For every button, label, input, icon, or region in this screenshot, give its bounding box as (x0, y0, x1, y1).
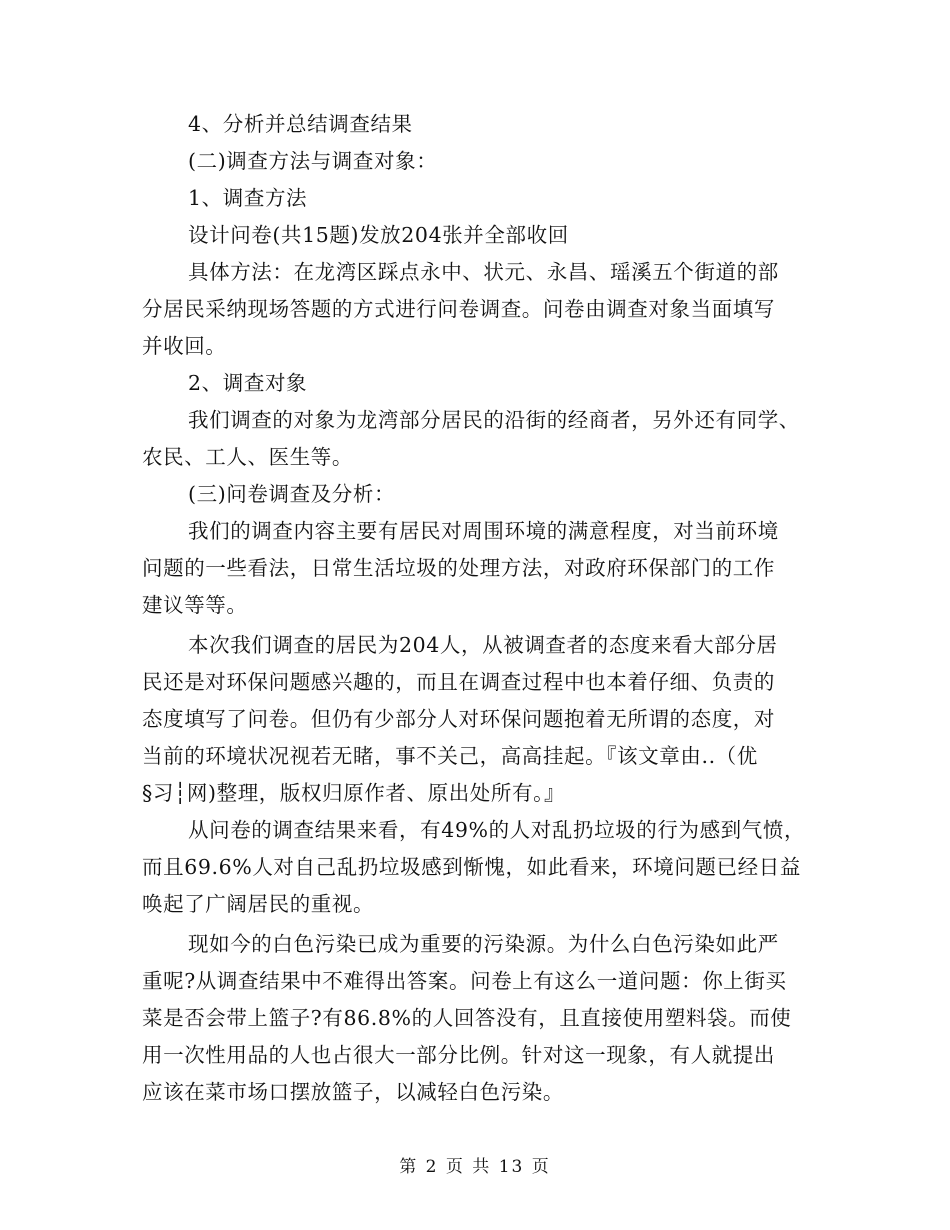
subsection-heading: 2、调查对象 (188, 371, 308, 395)
paragraph-line: 而且69.6%人对自己乱扔垃圾感到惭愧，如此看来，环境问题已经日益 (142, 855, 801, 879)
paragraph-line: 当前的环境状况视若无睹，事不关己，高高挂起。『该文章由..（优 (142, 744, 758, 768)
paragraph-line: 具体方法：在龙湾区踩点永中、状元、永昌、瑶溪五个街道的部 (188, 260, 779, 284)
section-heading: (三)问卷调查及分析： (188, 482, 396, 506)
paragraph-line: 农民、工人、医生等。 (142, 445, 353, 469)
paragraph-line: 我们的调查内容主要有居民对周围环境的满意程度，对当前环境 (188, 519, 779, 543)
page-number-footer: 第 2 页 共 13 页 (399, 1157, 551, 1177)
paragraph-line: 并收回。 (142, 334, 227, 358)
document-body (142, 106, 810, 1111)
paragraph-line: 菜是否会带上篮子?有86.8%的人回答没有，且直接使用塑料袋。而使 (142, 1006, 792, 1030)
paragraph-line: 用一次性用品的人也占很大一部分比例。针对这一现象，有人就提出 (142, 1043, 775, 1067)
subsection-heading: 1、调查方法 (188, 186, 308, 210)
paragraph-line: 重呢?从调查结果中不难得出答案。问卷上有这么一道问题：你上街买 (142, 969, 787, 993)
section-item-heading: 4、分析并总结调查结果 (188, 112, 413, 136)
paragraph-line: §习┆网)整理，版权归原作者、原出处所有。』 (142, 781, 566, 805)
paragraph-line: 问题的一些看法，日常生活垃圾的处理方法，对政府环保部门的工作 (142, 556, 775, 580)
paragraph-line: 本次我们调查的居民为204人，从被调查者的态度来看大部分居 (188, 633, 778, 657)
paragraph-line: 唤起了广阔居民的重视。 (142, 892, 375, 916)
paragraph-line: 态度填写了问卷。但仍有少部分人对环保问题抱着无所谓的态度，对 (142, 707, 775, 731)
paragraph-line: 我们调查的对象为龙湾部分居民的沿街的经商者，另外还有同学、 (188, 408, 800, 432)
paragraph-line: 应该在菜市场口摆放篮子，以减轻白色污染。 (142, 1080, 564, 1104)
paragraph-line: 民还是对环保问题感兴趣的，而且在调查过程中也本着仔细、负责的 (142, 670, 775, 694)
paragraph-line: 设计问卷(共15题)发放204张并全部收回 (188, 223, 569, 247)
paragraph-line: 现如今的白色污染已成为重要的污染源。为什么白色污染如此严 (188, 932, 779, 956)
paragraph-line: 分居民采纳现场答题的方式进行问卷调查。问卷由调查对象当面填写 (142, 297, 775, 321)
paragraph-line: 建议等等。 (142, 593, 248, 617)
paragraph-line: 从问卷的调查结果来看，有49%的人对乱扔垃圾的行为感到气愤， (188, 818, 806, 842)
section-heading: (二)调查方法与调查对象： (188, 149, 438, 173)
